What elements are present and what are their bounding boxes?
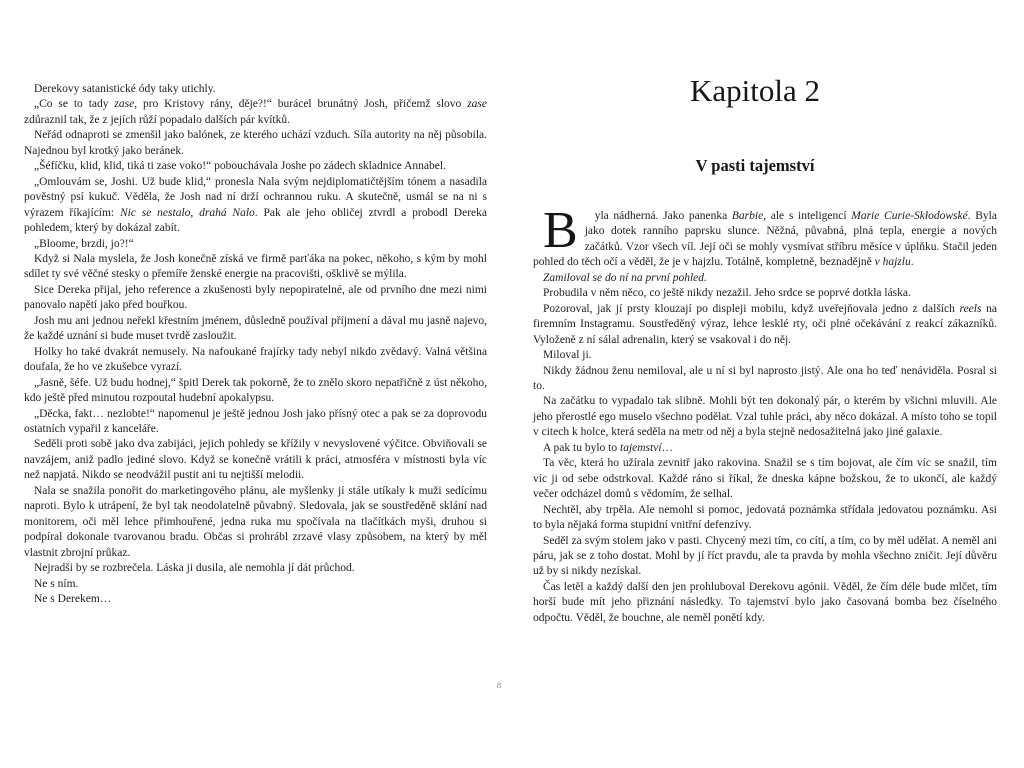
text-run: Holky ho také dvakrát nemusely. Na nafoukané frajírky tady nebyl nikdo zvědavý. Valná většina doufala, že ho ve zkušebce vyrazí.	[24, 345, 487, 374]
paragraph	[24, 97, 487, 128]
text-run: A pak tu bylo to	[543, 441, 620, 454]
text-run-italic: Barbie	[731, 210, 764, 222]
paragraph	[533, 580, 997, 626]
text-run: zdůraznil tak, že z jejích růží popadalo dalších pár kvítků.	[24, 113, 290, 126]
text-run: . Byla jako dotek ranního paprsku slunce. Něžná, půvabná, plná tepla, energie a nových začátků. Vzor všech víl. Její oči se mohly vysmívat stříbru měsíce v úplňku. Stačil jeden pohled do těch očí a věděl, že je v hajzlu. Totálně, kompletně, beznadějně	[533, 210, 997, 269]
text-run: „Děcka, fakt… nezlobte!“ napomenul je ještě jednou Josh jako přísný otec a pak se za doprovodu ostatních vypařil z kanceláře.	[24, 407, 487, 435]
text-run-italic: tajemství	[620, 441, 662, 454]
paragraph	[24, 283, 487, 314]
text-run: , pro Kristovy rány, děje?!“ burácel brunátný Josh, přičemž slovo	[134, 98, 468, 111]
text-run: Nala se snažila ponořit do marketingového plánu, ale myšlenky jí stále utíkaly k muži sedícímu naproti. Bylo k utrápení, že byl tak neodolatelně půvabný. Sledovala, jak se soustředěně sklání nad monitorem, oči měl lehce přimhouřené, jedna ruka mu spočívala na tlačítkách myši, druhou si podpíral dokonale tvarovanou bradu. Občas si prohrábl zrzavé vlasy způsobem, na který by měl vlastnit zbrojní průkaz.	[24, 484, 487, 559]
text-run: , ale s inteligencí	[763, 210, 852, 222]
paragraph	[533, 503, 997, 534]
paragraph	[24, 376, 487, 407]
paragraph	[24, 484, 487, 561]
paragraph	[24, 437, 487, 483]
paragraph	[533, 286, 997, 301]
text-run: Miloval ji.	[543, 349, 592, 362]
paragraph	[533, 456, 997, 502]
text-run: „Bloome, brzdi, jo?!“	[34, 237, 134, 250]
text-run: Josh mu ani jednou neřekl křestním jménem, důsledně používal příjmení a dával mu jasně najevo, že každé uznání si bude muset tvrdě zasloužit.	[24, 314, 487, 343]
paragraph	[24, 159, 487, 174]
text-run: …	[661, 441, 674, 454]
text-run: Seděli proti sobě jako dva zabijáci, jejich pohledy se křížily v nevyslovené výčitce. Obviňovali se navzájem, aniž padlo jediné slovo. Když se konečně vrátili k práci, atmosféra v místnosti byla víc než napjatá. Nikdo se neodvážil pustit ani tu nejtišší melodii.	[24, 438, 487, 482]
paragraph	[24, 314, 487, 345]
text-run-italic: zase	[467, 98, 487, 111]
text-run-italic: v hajzlu	[874, 256, 911, 269]
section-title: V pasti tajemství	[695, 156, 815, 175]
paragraph	[24, 237, 487, 252]
text-run: Na začátku to vypadalo tak slibně. Mohli být ten dokonalý pár, o kterém by všichni mluvili. Ale jeho přerostlé ego muselo všechno podělat. Vzal tuhle práci, aby něco dokázal. A místo toho se topil v citech k holce, která seděla na metr od něj a byla stejně nedosažitelná jako jiné galaxie.	[533, 395, 997, 439]
text-run: Nikdy žádnou ženu nemiloval, ale u ní si byl naprosto jistý. Ale ona ho teď nenáviděla. Posral si to.	[533, 364, 997, 392]
text-run: yla nádherná. Jako panenka	[594, 210, 732, 222]
text-run: Seděl za svým stolem jako v pasti. Chycený mezi tím, co cítí, a tím, co by měl udělat. A neměl ani páru, jak se z toho dostat. Mohl by jí říct pravdu, ale ta pravda by mohla všechno zničit. Její důvěru už by si nikdy nezískal.	[533, 534, 997, 578]
text-run: Čas letěl a každý další den jen prohluboval Derekovu agónii. Věděl, že čím déle bude mlčet, tím horší bude mít jeho přiznání následky. To tajemství bylo jako časovaná bomba bez číselného odpočtu. Věděl, že bouchne, ale neměl ponětí kdy.	[533, 580, 997, 624]
text-run: „Co se to tady	[34, 98, 115, 111]
paragraph	[24, 561, 487, 576]
paragraph	[24, 175, 487, 237]
paragraph	[533, 534, 997, 580]
text-run-italic: zase	[114, 98, 135, 111]
left-page-text	[24, 82, 487, 607]
text-run-italic: Marie Curie-Skłodowské	[851, 210, 968, 222]
text-run: Neřád odnaproti se zmenšil jako balónek, ze kterého uchází vzduch. Síla autority na něj působila. Najednou byl krotký jako beránek.	[24, 129, 487, 157]
chapter-title: Kapitola 2	[690, 73, 820, 108]
text-run: .	[910, 256, 914, 269]
paragraph	[533, 271, 997, 286]
drop-cap: B	[543, 202, 578, 259]
text-run: „Jasně, šéfe. Už budu hodnej,“ špitl Derek tak pokorně, že to znělo skoro nepatřičně z úst někoho, kdo ještě před minutou rozpoutal hudební apokalypsu.	[24, 376, 487, 405]
text-run: Ne s ním.	[34, 577, 79, 590]
paragraph	[24, 128, 487, 159]
text-run: Nechtěl, aby trpěla. Ale nemohl si pomoc, jedovatá poznámka střídala jedovatou poznámku. Asi to byla nějaká forma stupidní vnitřní defenzívy.	[533, 503, 997, 532]
text-run-italic: reels	[959, 302, 982, 315]
text-run-italic: Nic se nestalo, drahá Nalo	[119, 206, 255, 219]
text-run: „Omlouvám se, Joshi. Už bude klid,“ pronesla Nala svým nejdiplomatičtějším tónem a nasadila pověstný psí kukuč. Věděla, že Josh nad ní drží ochrannou ruku. A skutečně, usmál se na ni s výrazem říkajícím:	[24, 175, 487, 219]
paragraph	[533, 302, 997, 348]
text-run: na firemním Instagramu. Soustředěný výraz, lehce lesklé rty, oči plné očekávání z reakcí zákazníků. Vyloženě z ní sálal adrenalin, který se vsakoval i do něj.	[533, 302, 997, 346]
text-run: Derekovy satanistické ódy taky utichly.	[34, 83, 216, 95]
paragraph	[24, 407, 487, 438]
text-run: Sice Dereka přijal, jeho reference a zkušenosti byly nepopiratelné, ale od prvního dne mezi nimi panovalo napětí jako před bouřkou.	[24, 283, 487, 312]
text-run: „Šéfíčku, klid, klid, tiká ti zase voko!“ pobouchávala Joshe po zádech skladnice Annabel.	[34, 160, 446, 173]
paragraph	[24, 252, 487, 283]
paragraph	[533, 394, 997, 440]
paragraph	[24, 592, 487, 607]
text-run: Když si Nala myslela, že Josh konečně získá ve firmě parťáka na pokec, někoho, s kým by mohl sdílet ty své věčné stesky o přemíře ženské energie na pracovišti, ošklivě se mýlila.	[24, 252, 487, 281]
right-page-text	[533, 202, 997, 626]
paragraph	[533, 348, 997, 363]
text-run: Ne s Derekem…	[34, 592, 112, 605]
paragraph	[24, 82, 487, 97]
text-run: . Pak ale jeho obličej ztvrdl a probodl Dereka pohledem, který by dokázal zabít.	[24, 206, 487, 235]
text-run: Nejradši by se rozbrečela. Láska ji dusila, ale nemohla jí dát průchod.	[34, 562, 355, 575]
text-run: Pozoroval, jak jí prsty klouzají po displeji mobilu, když uveřejňovala jedno z dalších	[543, 302, 960, 315]
text-run: Probudila v něm něco, co ještě nikdy nezažil. Jeho srdce se poprvé dotkla láska.	[543, 287, 911, 300]
paragraph	[24, 577, 487, 592]
paragraph	[533, 202, 997, 271]
page-number: 8	[496, 680, 502, 690]
paragraph	[24, 345, 487, 376]
text-run: Ta věc, která ho užírala zevnitř jako rakovina. Snažil se s tím bojovat, ale čím víc se snažil, tím víc ji od sebe odstrkoval. Každé ráno si říkal, že dneska kápne božskou, že to ukončí, ale každý večer odcházel domů s vědomím, že selhal.	[533, 457, 997, 501]
text-run-italic: Zamiloval se do ní na první pohled.	[543, 271, 707, 284]
paragraph	[533, 364, 997, 395]
right-page	[512, 0, 1024, 768]
paragraph	[533, 441, 997, 456]
